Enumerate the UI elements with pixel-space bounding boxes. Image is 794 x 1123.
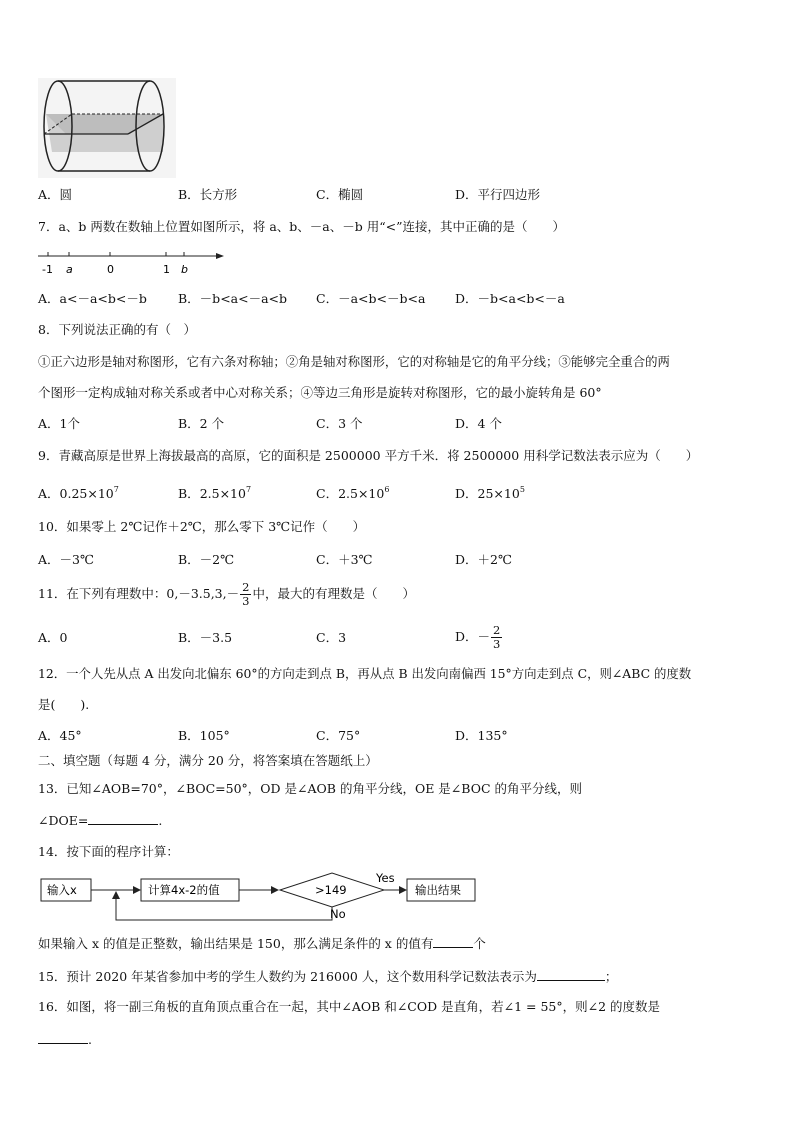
q9-option-b: B．$2.5\times 10^7$ bbox=[178, 485, 252, 501]
q10-stem: 10．如果零上 2℃记作＋2℃，那么零下 3℃记作（ ） bbox=[38, 519, 366, 534]
q14-question: 如果输入 x 的值是正整数，输出结果是 150，那么满足条件的 x 的值有 个 bbox=[38, 936, 486, 951]
flow-input-box: 输入x bbox=[47, 883, 77, 897]
q12-option-c: C．75° bbox=[316, 728, 361, 743]
q14-stem: 14．按下面的程序计算： bbox=[38, 844, 179, 859]
q8-option-a: A．1个 bbox=[38, 416, 80, 431]
axis-label-a: a bbox=[66, 263, 73, 276]
q14-answer-blank[interactable] bbox=[433, 934, 473, 948]
axis-label-1: 1 bbox=[163, 263, 170, 276]
q16-line2: . bbox=[38, 1030, 92, 1049]
q11-stem: 11．在下列有理数中：0,－3.5,3,－ $\frac{2}{3}$ 中，最大的有理数是（ ） bbox=[38, 580, 415, 608]
q13-line1: 13．已知∠AOB=70°，∠BOC=50°，OD 是∠AOB 的角平分线，OE 是∠BOC 的角平分线，则 bbox=[38, 781, 582, 796]
flow-yes-label: Yes bbox=[376, 871, 395, 885]
q7-option-d: D．－b<a<b<－a bbox=[455, 291, 565, 306]
q13-answer-blank[interactable] bbox=[88, 811, 158, 825]
flow-condition: >149 bbox=[315, 883, 347, 897]
section-heading: 二、填空题（每题 4 分，满分 20 分，将答案填在答题纸上） bbox=[38, 753, 378, 768]
q10-option-d: D．＋2℃ bbox=[455, 552, 512, 567]
flow-no-label: No bbox=[330, 907, 346, 921]
q12-line2: 是( ). bbox=[38, 697, 90, 712]
q8-option-d: D．4 个 bbox=[455, 416, 502, 431]
q6-option-a: A．圆 bbox=[38, 187, 73, 202]
q12-option-b: B．105° bbox=[178, 728, 230, 743]
q12-option-d: D．135° bbox=[455, 728, 508, 743]
q8-stem: 8．下列说法正确的有（ ） bbox=[38, 322, 196, 337]
q13-line2: ∠DOE= . bbox=[38, 813, 163, 828]
q16-answer-blank[interactable] bbox=[38, 1030, 88, 1044]
flow-output-box: 输出结果 bbox=[415, 883, 461, 897]
q15-stem: 15．预计 2020 年某省参加中考的学生人数约为 216000 人，这个数用科学记数法表示为 ； bbox=[38, 969, 618, 984]
program-flowchart bbox=[38, 868, 488, 926]
q10-option-a: A．－3℃ bbox=[38, 552, 94, 567]
q11-option-c: C．3 bbox=[316, 630, 347, 645]
number-line bbox=[38, 248, 228, 278]
q9-option-d: D．$25\times 10^5$ bbox=[455, 485, 525, 501]
q10-option-b: B．－2℃ bbox=[178, 552, 235, 567]
q12-line1: 12．一个人先从点 A 出发向北偏东 60°的方向走到点 B，再从点 B 出发向南偏西 15°方向走到点 C，则∠ABC 的度数 bbox=[38, 666, 692, 681]
q7-option-a: A．a<－a<b<－b bbox=[38, 291, 147, 306]
q8-line1: ①正六边形是轴对称图形，它有六条对称轴；②角是轴对称图形，它的对称轴是它的角平分线；③能够完全重合的两 bbox=[38, 354, 670, 369]
axis-label-b: b bbox=[181, 263, 188, 276]
flow-compute-box: 计算4x-2的值 bbox=[148, 883, 220, 897]
q8-option-c: C．3 个 bbox=[316, 416, 363, 431]
q16-stem: 16．如图，将一副三角板的直角顶点重合在一起，其中∠AOB 和∠COD 是直角，若∠1 = 55°，则∠2 的度数是 bbox=[38, 999, 660, 1014]
axis-label-neg1: -1 bbox=[42, 263, 53, 276]
q11-option-b: B．－3.5 bbox=[178, 630, 233, 645]
q9-option-c: C．$2.5\times 10^6$ bbox=[316, 485, 390, 501]
q12-option-a: A．45° bbox=[38, 728, 82, 743]
q8-line2: 个图形一定构成轴对称关系或者中心对称关系；④等边三角形是旋转对称图形，它的最小旋转角是 60° bbox=[38, 385, 602, 400]
q9-stem: 9．青藏高原是世界上海拔最高的高原，它的面积是 2500000 平方千米．将 2500000 用科学记数法表示应为（ ） bbox=[38, 448, 699, 463]
q8-option-b: B．2 个 bbox=[178, 416, 225, 431]
q15-answer-blank[interactable] bbox=[537, 967, 605, 981]
q6-option-d: D．平行四边形 bbox=[455, 187, 541, 202]
q7-option-b: B．－b<a<－a<b bbox=[178, 291, 288, 306]
q11-option-a: A．0 bbox=[38, 630, 68, 645]
q6-option-c: C．椭圆 bbox=[316, 187, 364, 202]
cylinder-figure bbox=[38, 78, 176, 178]
q9-option-a: A．$0.25\times 10^7$ bbox=[38, 485, 119, 501]
q10-option-c: C．＋3℃ bbox=[316, 552, 373, 567]
axis-label-0: 0 bbox=[107, 263, 114, 276]
q11-option-d: D．－ $\frac{2}{3}$ bbox=[455, 623, 501, 651]
q6-option-b: B．长方形 bbox=[178, 187, 238, 202]
q11-fraction: $\frac{2}{3}$ bbox=[242, 580, 250, 608]
q7-stem: 7．a、b 两数在数轴上位置如图所示，将 a、b、－a、－b 用“<”连接，其中正确的是（ ） bbox=[38, 219, 565, 234]
q7-option-c: C．－a<b<－b<a bbox=[316, 291, 426, 306]
